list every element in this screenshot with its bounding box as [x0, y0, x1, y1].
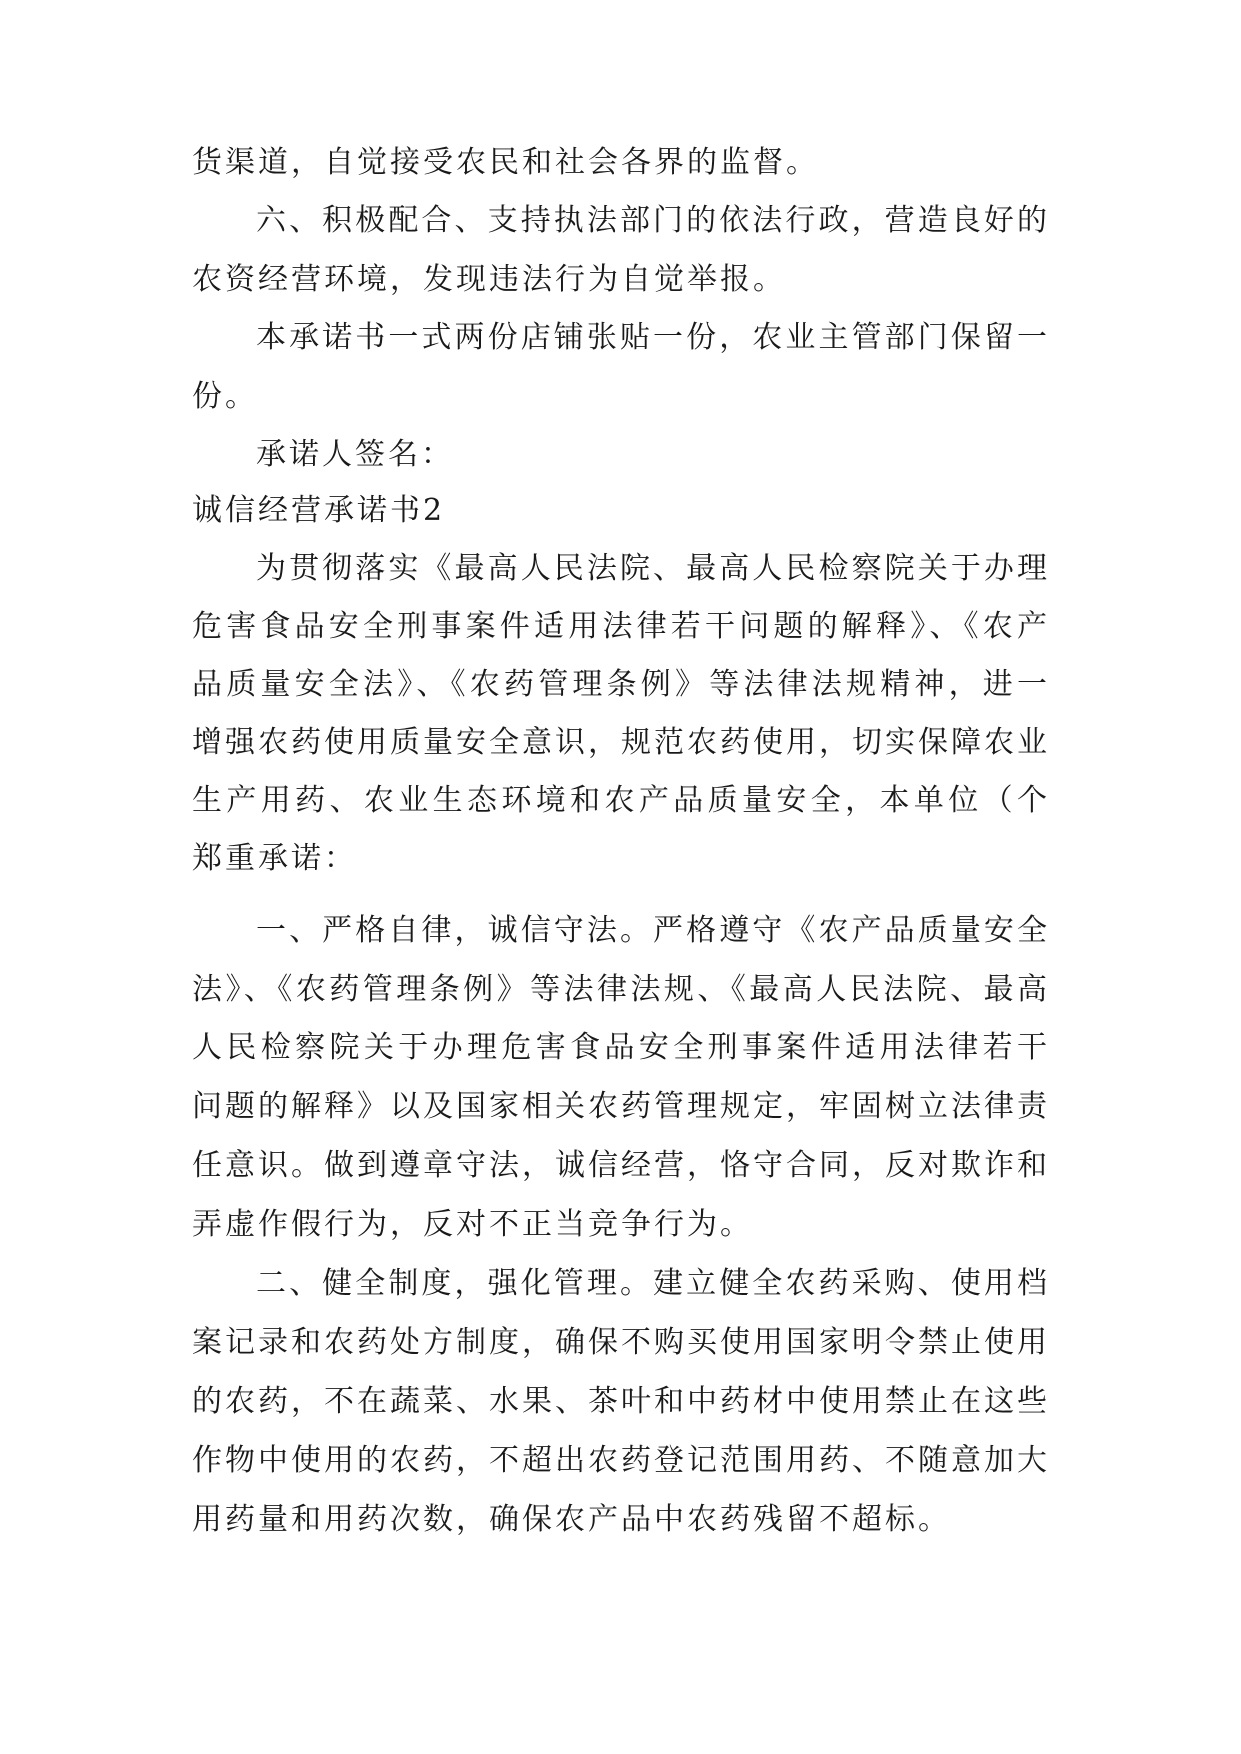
text-line: 二、健全制度，强化管理。建立健全农药采购、使用档 [256, 1266, 1050, 1301]
text-line: 郑重承诺： [192, 841, 357, 876]
text-line: 问题的解释》以及国家相关农药管理规定，牢固树立法律责 [192, 1089, 1050, 1124]
text-line: 法》、《农药管理条例》等法律法规、《最高人民法院、最高 [192, 972, 1050, 1007]
text-line: 人民检察院关于办理危害食品安全刑事案件适用法律若干 [192, 1030, 1050, 1065]
text-line: 本承诺书一式两份店铺张贴一份，农业主管部门保留一 [256, 320, 1050, 355]
text-line: 农资经营环境，发现违法行为自觉举报。 [192, 262, 786, 297]
text-line: 增强农药使用质量安全意识，规范农药使用，切实保障农业 [192, 725, 1050, 760]
text-line: 品质量安全法》、《农药管理条例》等法律法规精神，进一 [192, 667, 1050, 702]
signature-label: 承诺人签名： [256, 437, 454, 472]
text-line: 任意识。做到遵章守法，诚信经营，恪守合同，反对欺诈和 [192, 1148, 1050, 1183]
text-line: 作物中使用的农药，不超出农药登记范围用药、不随意加大 [192, 1443, 1050, 1478]
text-line: 一、严格自律，诚信守法。严格遵守《农产品质量安全 [256, 913, 1050, 948]
text-line: 危害食品安全刑事案件适用法律若干问题的解释》、《农产 [192, 609, 1050, 644]
text-line: 生产用药、农业生态环境和农产品质量安全，本单位（个 [192, 783, 1050, 818]
text-line: 的农药，不在蔬菜、水果、茶叶和中药材中使用禁止在这些 [192, 1384, 1050, 1419]
text-line: 为贯彻落实《最高人民法院、最高人民检察院关于办理 [256, 551, 1050, 586]
text-line: 货渠道，自觉接受农民和社会各界的监督。 [192, 145, 819, 180]
text-line: 六、积极配合、支持执法部门的依法行政，营造良好的 [256, 203, 1050, 238]
section-heading: 诚信经营承诺书2 [192, 493, 446, 528]
text-line: 份。 [192, 379, 258, 414]
text-line: 案记录和农药处方制度，确保不购买使用国家明令禁止使用 [192, 1325, 1050, 1360]
text-line: 用药量和用药次数，确保农产品中农药残留不超标。 [192, 1502, 951, 1537]
text-line: 弄虚作假行为，反对不正当竞争行为。 [192, 1207, 753, 1242]
